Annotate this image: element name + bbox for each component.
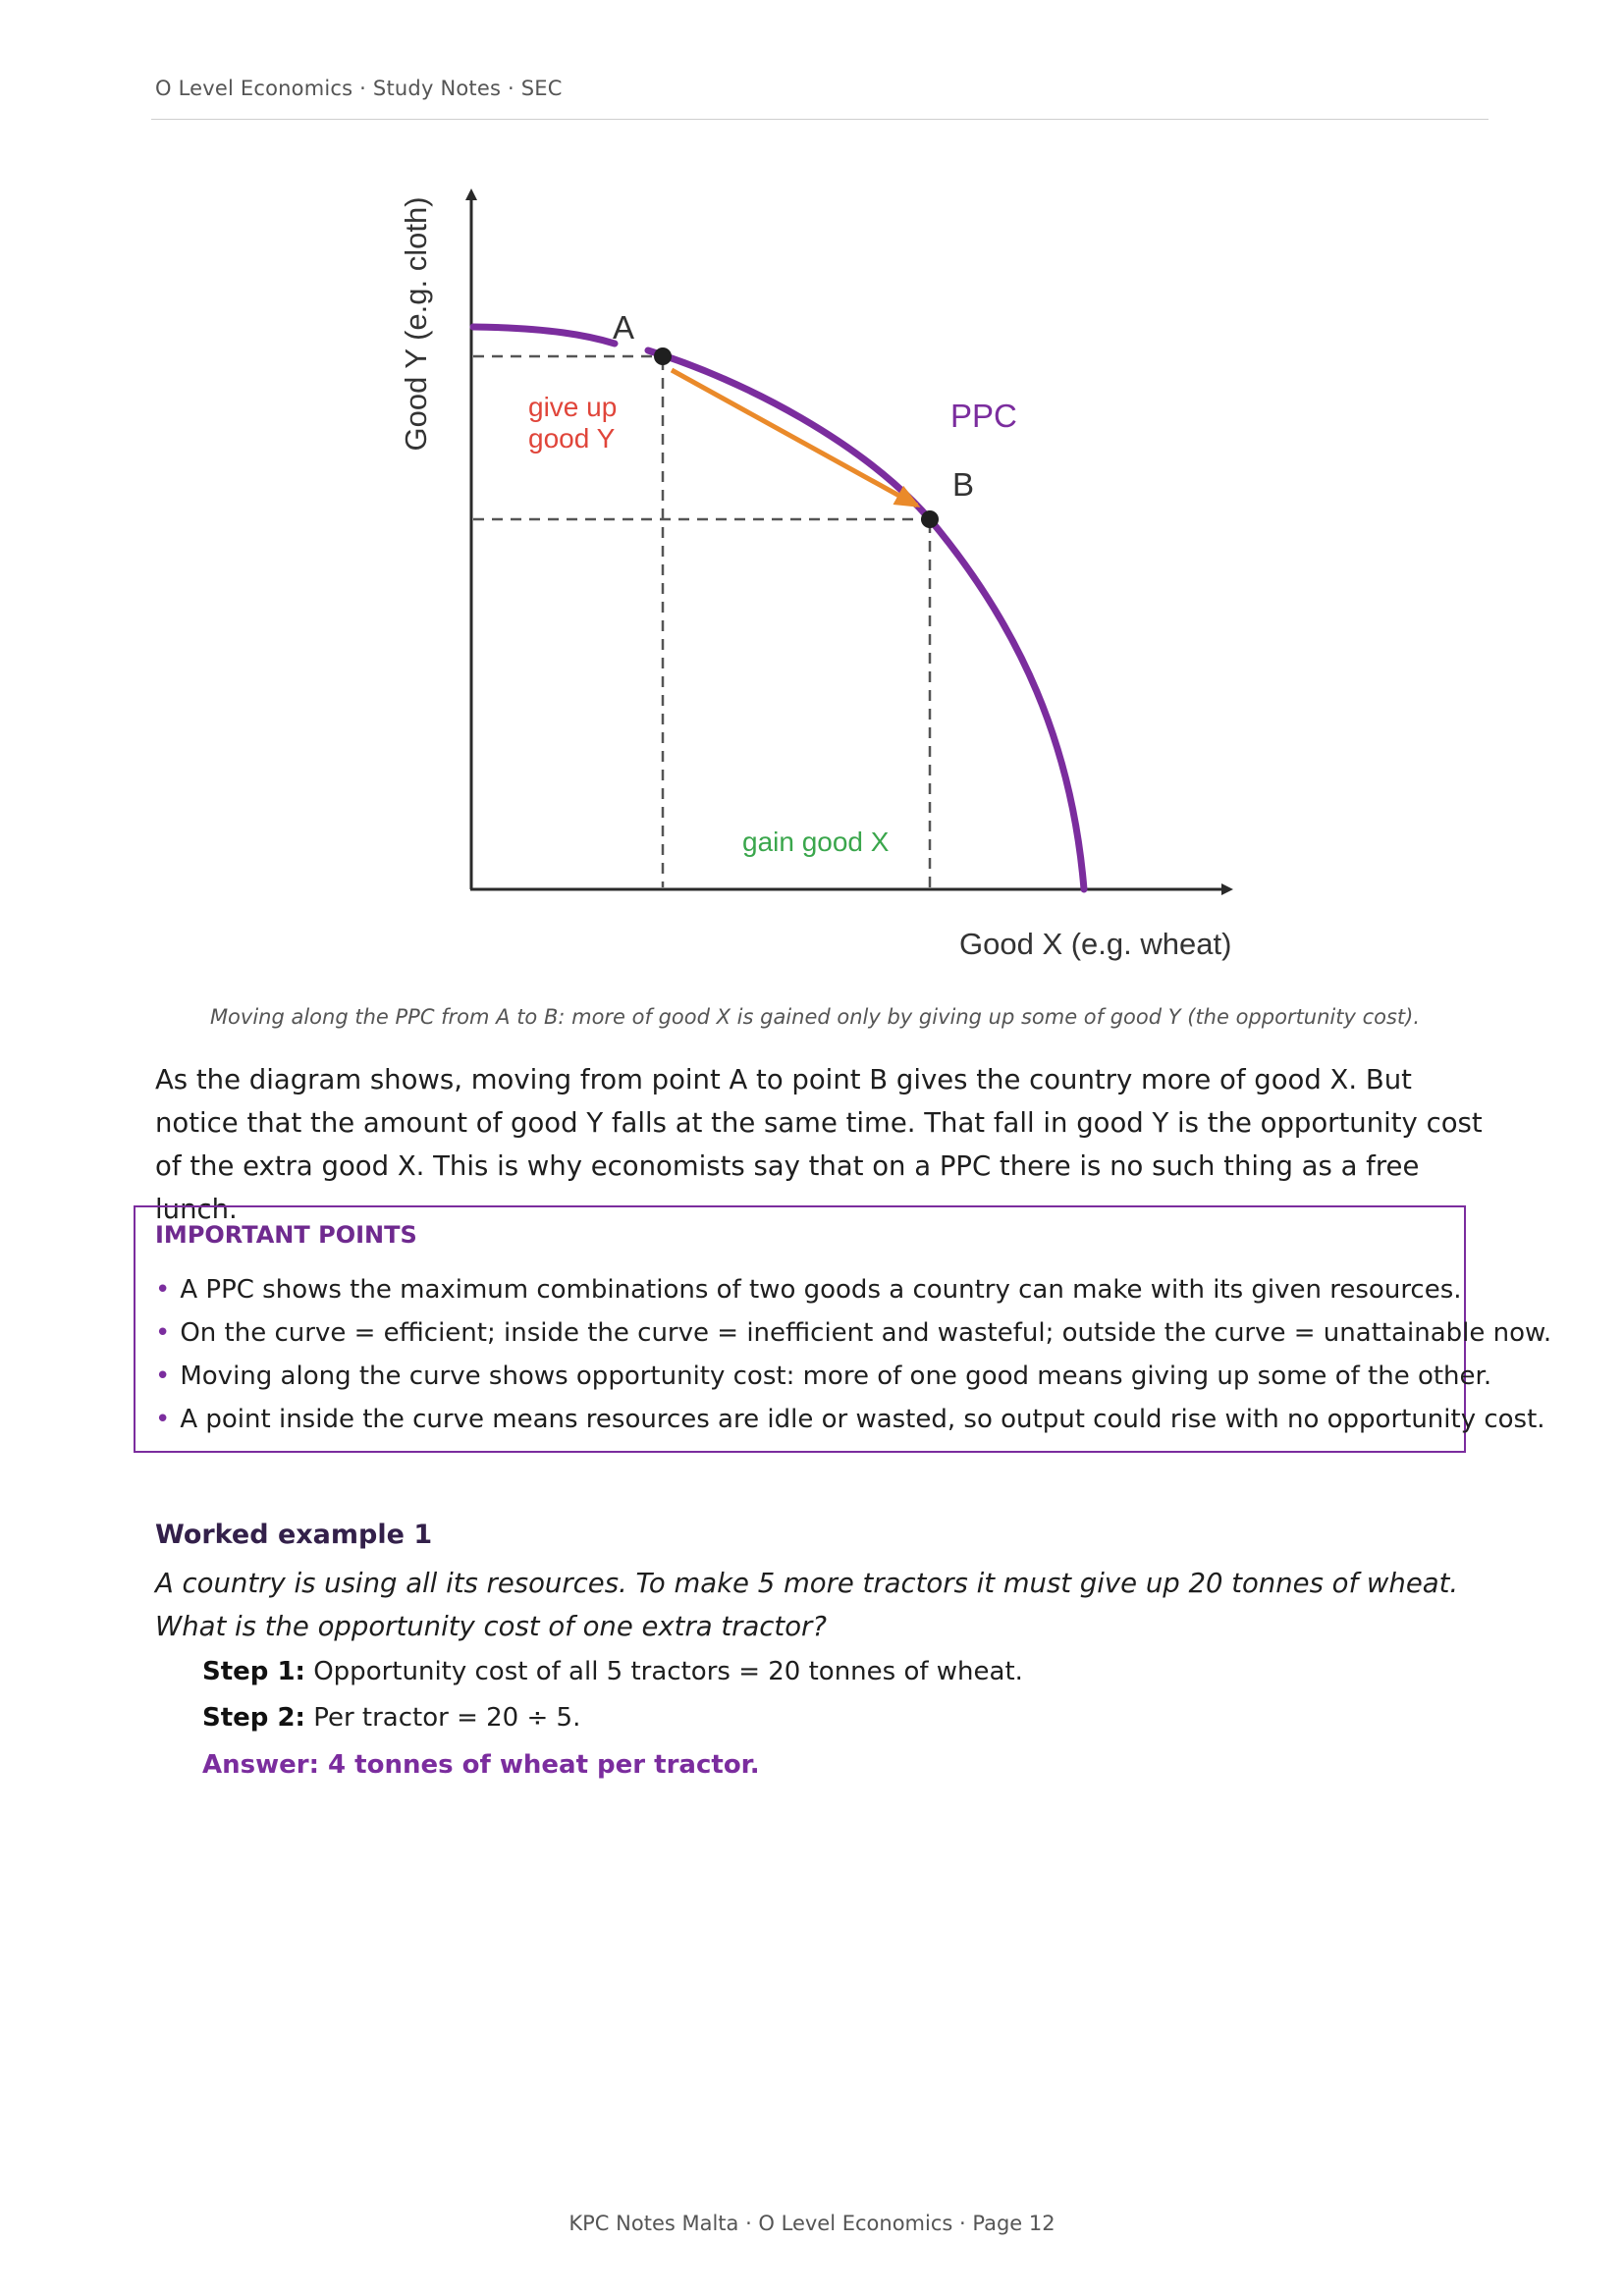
step-1-label: Step 1: (202, 1657, 305, 1686)
body-paragraph: As the diagram shows, moving from point A to point B gives the country more of good X. But notice that the amount of good Y falls at the same time. That fall in good Y is the opportunity cost of the extra good X. This is why economists say that on a PPC there is no such thing as a free lunch. (155, 1064, 1483, 1225)
list-item (155, 1268, 1551, 1311)
step-2-text: Per tractor = 20 ÷ 5. (304, 1703, 581, 1733)
movement-arrow (672, 370, 917, 506)
step-2 (202, 1703, 580, 1733)
point-text: A point inside the curve means resources are idle or wasted, so output could rise with no opportunity cost. (180, 1405, 1545, 1434)
bullet-icon: • (155, 1362, 171, 1391)
point-text: Moving along the curve shows opportunity cost: more of one good means giving up some of the other. (180, 1362, 1492, 1391)
ppc-diagram (0, 0, 1624, 982)
point-a (654, 347, 672, 365)
point-a-label: A (613, 309, 635, 346)
page-footer: KPC Notes Malta · O Level Economics · Page 12 (568, 2212, 1056, 2235)
important-points-list (155, 1268, 1551, 1441)
list-item (155, 1355, 1551, 1398)
worked-example-title: Worked example 1 (155, 1520, 433, 1550)
point-b-label: B (952, 466, 975, 503)
step-2-label: Step 2: (202, 1703, 305, 1733)
bullet-icon: • (155, 1318, 171, 1348)
give-up-label-line1: give up (528, 392, 618, 422)
step-1-text: Opportunity cost of all 5 tractors = 20 tonnes of wheat. (304, 1657, 1023, 1686)
important-points-title: IMPORTANT POINTS (155, 1221, 417, 1249)
bullet-icon: • (155, 1405, 171, 1434)
list-item (155, 1398, 1551, 1441)
gain-label: gain good X (742, 827, 890, 857)
bullet-icon: • (155, 1275, 171, 1305)
step-1 (202, 1657, 1023, 1686)
figure-caption: Moving along the PPC from A to B: more of good X is gained only by giving up some of good Y (the opportunity cost). (209, 1005, 1421, 1029)
point-text: A PPC shows the maximum combinations of two goods a country can make with its given resources. (180, 1275, 1462, 1305)
ppc-label: PPC (950, 398, 1017, 434)
important-points-box (134, 1205, 1552, 1453)
give-up-label-line2: good Y (528, 423, 616, 454)
point-text: On the curve = efficient; inside the curve = inefficient and wasteful; outside the curve = unattainable now. (180, 1318, 1552, 1348)
y-axis-label: Good Y (e.g. cloth) (399, 196, 433, 452)
page-header: O Level Economics · Study Notes · SEC (155, 77, 563, 100)
worked-example-question: A country is using all its resources. To make 5 more tractors it must give up 20 tonnes of wheat. What is the opportunity cost of one extra tractor? (155, 1568, 1459, 1642)
answer: Answer: 4 tonnes of wheat per tractor. (202, 1750, 760, 1780)
x-axis-label: Good X (e.g. wheat) (959, 927, 1232, 961)
point-b (921, 510, 939, 528)
list-item (155, 1311, 1551, 1355)
